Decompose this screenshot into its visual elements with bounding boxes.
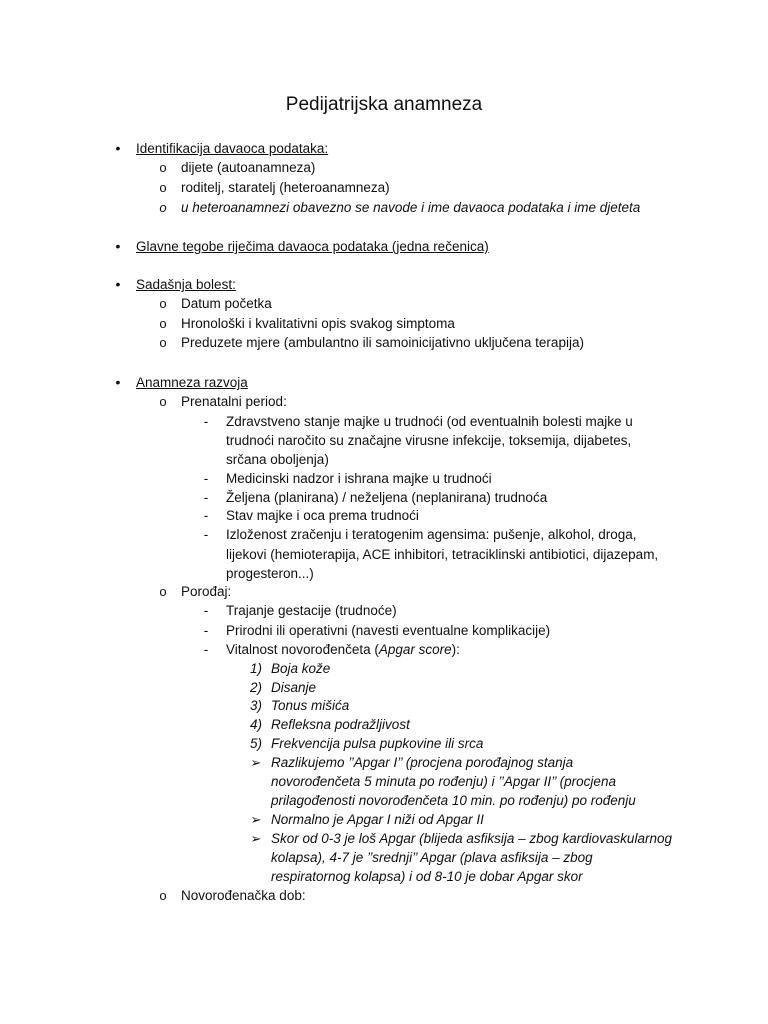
dash-marker: - [203, 623, 209, 638]
list-item: roditelj, staratelj (heteroanamneza) [181, 180, 390, 195]
numbered-item: Tonus mišića [271, 698, 350, 713]
number-marker: 2) [249, 680, 262, 695]
note-line: prilagođenosti novorođenčeta 10 min. po rođenju) po rođenju [271, 793, 636, 808]
note-line: novorođenčeta 5 minuta po rođenju) i ’’Apgar II’’ (procjena [271, 774, 616, 789]
section-heading-glavne-tegobe: Glavne tegobe riječima davaoca podataka (jedna rečenica) [136, 239, 489, 254]
list-item: u heteroanamnezi obavezno se navode i ime davaoca podataka i ime djeteta [181, 200, 641, 215]
dash-marker: - [203, 603, 209, 618]
list-item-line: Željena (planirana) / neželjena (neplanirana) trudnoća [226, 490, 548, 505]
note-line: Skor od 0-3 je loš Apgar (blijeda asfiksija – zbog kardiovaskularnog [271, 831, 672, 846]
list-item-line: Medicinski nadzor i ishrana majke u trudnoći [226, 471, 492, 486]
circle-marker: o [159, 180, 167, 195]
number-marker: 3) [249, 698, 262, 713]
circle-marker: o [159, 584, 167, 599]
list-item-line: Zdravstveno stanje majke u trudnoći (od eventualnih bolesti majke u [226, 414, 633, 429]
note-line: kolapsa), 4-7 je ’’srednji’’ Apgar (plava asfiksija – zbog [271, 850, 593, 865]
list-item: dijete (autoanamneza) [181, 160, 316, 175]
list-item-line: srčana oboljenja) [226, 452, 329, 467]
list-item-line: Prirodni ili operativni (navesti eventualne komplikacije) [226, 623, 551, 638]
list-item-line: Stav majke i oca prema trudnoći [226, 508, 419, 523]
list-item-line: Izloženost zračenju i teratogenim agensima: pušenje, alkohol, droga, [226, 527, 637, 542]
circle-marker: o [159, 200, 167, 215]
circle-marker: o [159, 888, 167, 903]
circle-marker: o [159, 394, 167, 409]
number-marker: 4) [249, 717, 262, 732]
numbered-item: Refleksna podražljivost [271, 717, 410, 732]
number-marker: 5) [249, 736, 262, 751]
subheading-novorodjenacka-dob: Novorođenačka dob: [181, 888, 306, 903]
bullet-marker: • [115, 238, 121, 254]
section-heading-sadasnja-bolest: Sadašnja bolest: [136, 277, 236, 292]
subheading-prenatalni-period: Prenatalni period: [181, 394, 287, 409]
list-item: Datum početka [181, 296, 272, 311]
numbered-item: Frekvencija pulsa pupkovine ili srca [271, 736, 484, 751]
list-item-line: Trajanje gestacije (trudnoće) [226, 603, 397, 618]
circle-marker: o [159, 316, 167, 331]
subheading-porodjaj: Porođaj: [181, 584, 232, 599]
dash-marker: - [203, 508, 209, 523]
section-heading-anamneza-razvoja: Anamneza razvoja [136, 375, 248, 390]
bullet-marker: • [115, 276, 121, 292]
dash-marker: - [203, 471, 209, 486]
bullet-marker: • [115, 374, 121, 390]
arrow-icon: ➢ [250, 755, 262, 770]
numbered-item: Boja kože [271, 661, 331, 676]
list-item: Hronološki i kvalitativni opis svakog simptoma [181, 316, 455, 331]
note-line: Razlikujemo ’’Apgar I’’ (procjena porođajnog stanja [271, 755, 574, 770]
arrow-icon: ➢ [250, 812, 262, 827]
list-item-line: trudnoći naročito su značajne virusne infekcije, toksemija, dijabetes, [226, 433, 632, 448]
page-title: Pedijatrijska anamneza [285, 94, 483, 115]
list-item: Preduzete mjere (ambulantno ili samoinicijativno uključena terapija) [181, 335, 584, 350]
note-line: Normalno je Apgar I niži od Apgar II [271, 812, 484, 827]
dash-marker: - [203, 642, 209, 657]
list-item-vitalnost [226, 640, 460, 659]
circle-marker: o [159, 335, 167, 350]
arrow-icon: ➢ [250, 831, 262, 846]
dash-marker: - [203, 527, 209, 542]
circle-marker: o [159, 296, 167, 311]
numbered-item: Disanje [271, 680, 317, 695]
number-marker: 1) [249, 661, 262, 676]
apgar-score-term: Apgar score [378, 642, 452, 657]
list-item-line: progesteron...) [226, 566, 314, 581]
list-item-line: lijekovi (hemioterapija, ACE inhibitori, tetraciklinski antibiotici, dijazepam, [226, 547, 659, 562]
section-heading-identifikacija: Identifikacija davaoca podataka: [136, 141, 329, 156]
vitalnost-prefix: Vitalnost novorođenčeta ( [226, 642, 379, 657]
bullet-marker: • [115, 140, 121, 156]
dash-marker: - [203, 490, 209, 505]
vitalnost-suffix: ): [451, 642, 460, 657]
circle-marker: o [159, 160, 167, 175]
dash-marker: - [203, 414, 209, 429]
note-line: respiratornog kolapsa) i od 8-10 je dobar Apgar skor [271, 869, 583, 884]
